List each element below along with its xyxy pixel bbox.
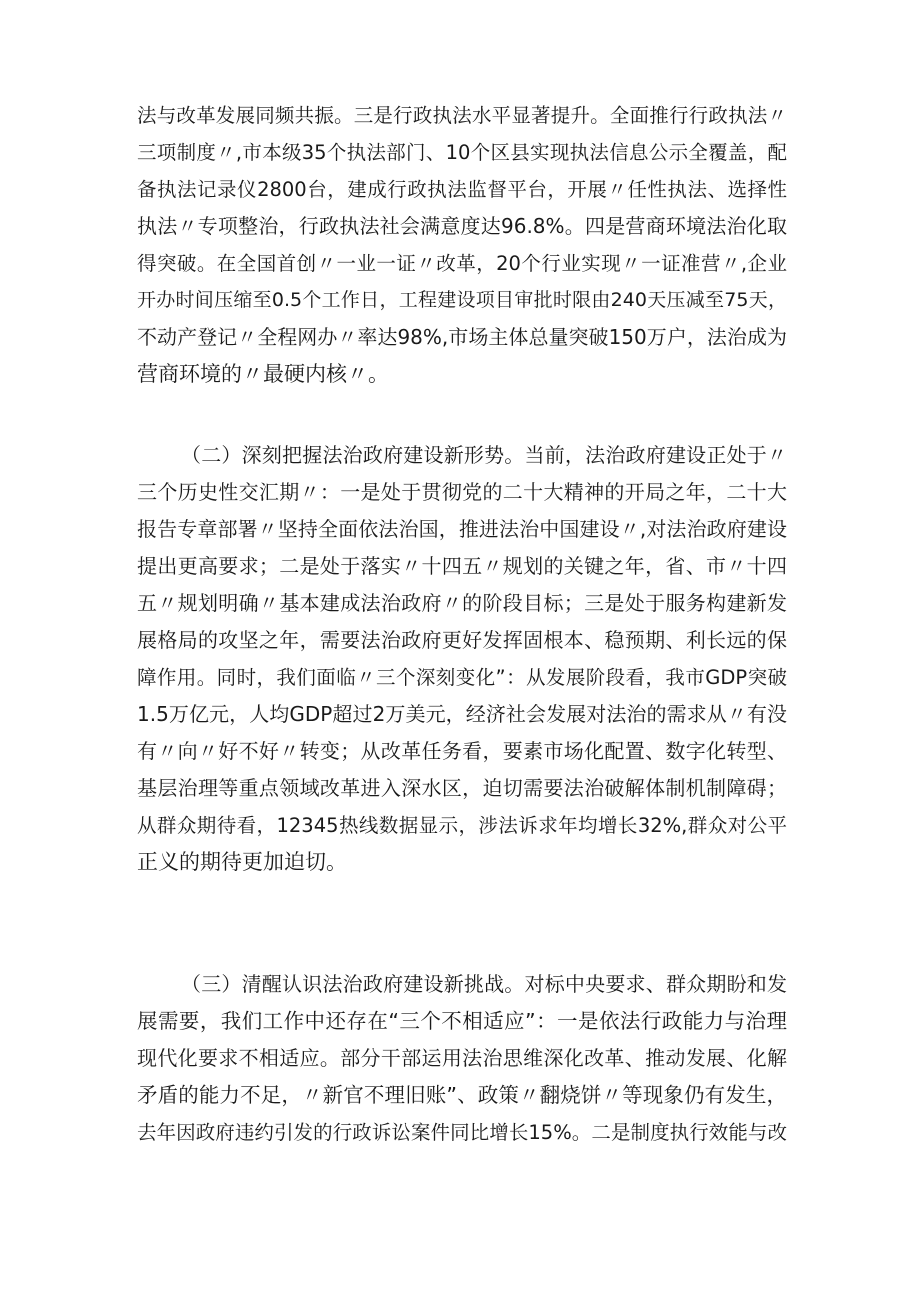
- text-line: 去年因政府违约引发的行政诉讼案件同比增长15%。二是制度执行效能与改: [137, 1121, 787, 1144]
- text-line: 三项制度〃,市本级35个执法部门、10个区县实现执法信息公示全覆盖，配: [137, 141, 787, 164]
- text-line: （二）深刻把握法治政府建设新形势。当前，法治政府建设正处于〃: [181, 443, 787, 467]
- text-line: 有〃向〃好不好〃转变；从改革任务看，要素市场化配置、数字化转型、: [137, 739, 787, 763]
- text-line: 营商环境的〃最硬内核〃。: [137, 362, 389, 386]
- paragraph-new-situation: [137, 437, 787, 881]
- text-line: 提出更高要求；二是处于落实〃十四五〃规划的关键之年，省、市〃十四: [137, 554, 787, 578]
- text-line: 报告专章部署〃坚持全面依法治国，推进法治中国建设〃,对法治政府建设: [137, 517, 787, 541]
- text-line: 从群众期待看，12345热线数据显示，涉法诉求年均增长32%,群众对公平: [137, 814, 787, 837]
- text-line: 执法〃专项整治，行政执法社会满意度达96.8%。四是营商环境法治化取: [137, 214, 787, 238]
- text-line: 1.5万亿元，人均GDP超过2万美元，经济社会发展对法治的需求从〃有没: [137, 702, 787, 726]
- text-line: 展需要，我们工作中还存在“三个不相适应”：一是依法行政能力与治理: [137, 1009, 787, 1033]
- text-line: 开办时间压缩至0.5个工作日，工程建设项目审批时限由240天压减至75天，: [137, 289, 787, 311]
- text-line: 得突破。在全国首创〃一业一证〃改革，20个行业实现〃一证准营〃,企业: [137, 252, 787, 275]
- text-line: 正义的期待更加迫切。: [137, 850, 347, 874]
- text-line: 五〃规划明确〃基本建成法治政府〃的阶段目标；三是处于服务构建新发: [137, 591, 787, 615]
- text-line: 展格局的攻坚之年，需要法治政府更好发挥固根本、稳预期、利长远的保: [137, 628, 787, 652]
- paragraph-new-challenges: [137, 966, 787, 1151]
- paragraph-achievements: [137, 97, 787, 393]
- text-line: 法与改革发展同频共振。三是行政执法水平显著提升。全面推行行政执法〃: [137, 104, 787, 127]
- text-line: 不动产登记〃全程网办〃率达98%,市场主体总量突破150万户，法治成为: [137, 325, 787, 349]
- text-line: 矛盾的能力不足，〃新官不理旧账”、政策〃翻烧饼〃等现象仍有发生，: [137, 1083, 787, 1107]
- text-line: （三）清醒认识法治政府建设新挑战。对标中央要求、群众期盼和发: [181, 972, 787, 996]
- text-line: 基层治理等重点领域改革进入深水区，迫切需要法治破解体制机制障碍；: [137, 776, 787, 800]
- text-line: 备执法记录仪2800台，建成行政执法监督平台，开展〃任性执法、选择性: [137, 178, 787, 201]
- text-line: 障作用。同时，我们面临〃三个深刻变化”：从发展阶段看，我市GDP突破: [137, 666, 787, 689]
- text-line: 三个历史性交汇期〃：一是处于贯彻党的二十大精神的开局之年，二十大: [137, 480, 787, 504]
- text-line: 现代化要求不相适应。部分干部运用法治思维深化改革、推动发展、化解: [137, 1046, 787, 1070]
